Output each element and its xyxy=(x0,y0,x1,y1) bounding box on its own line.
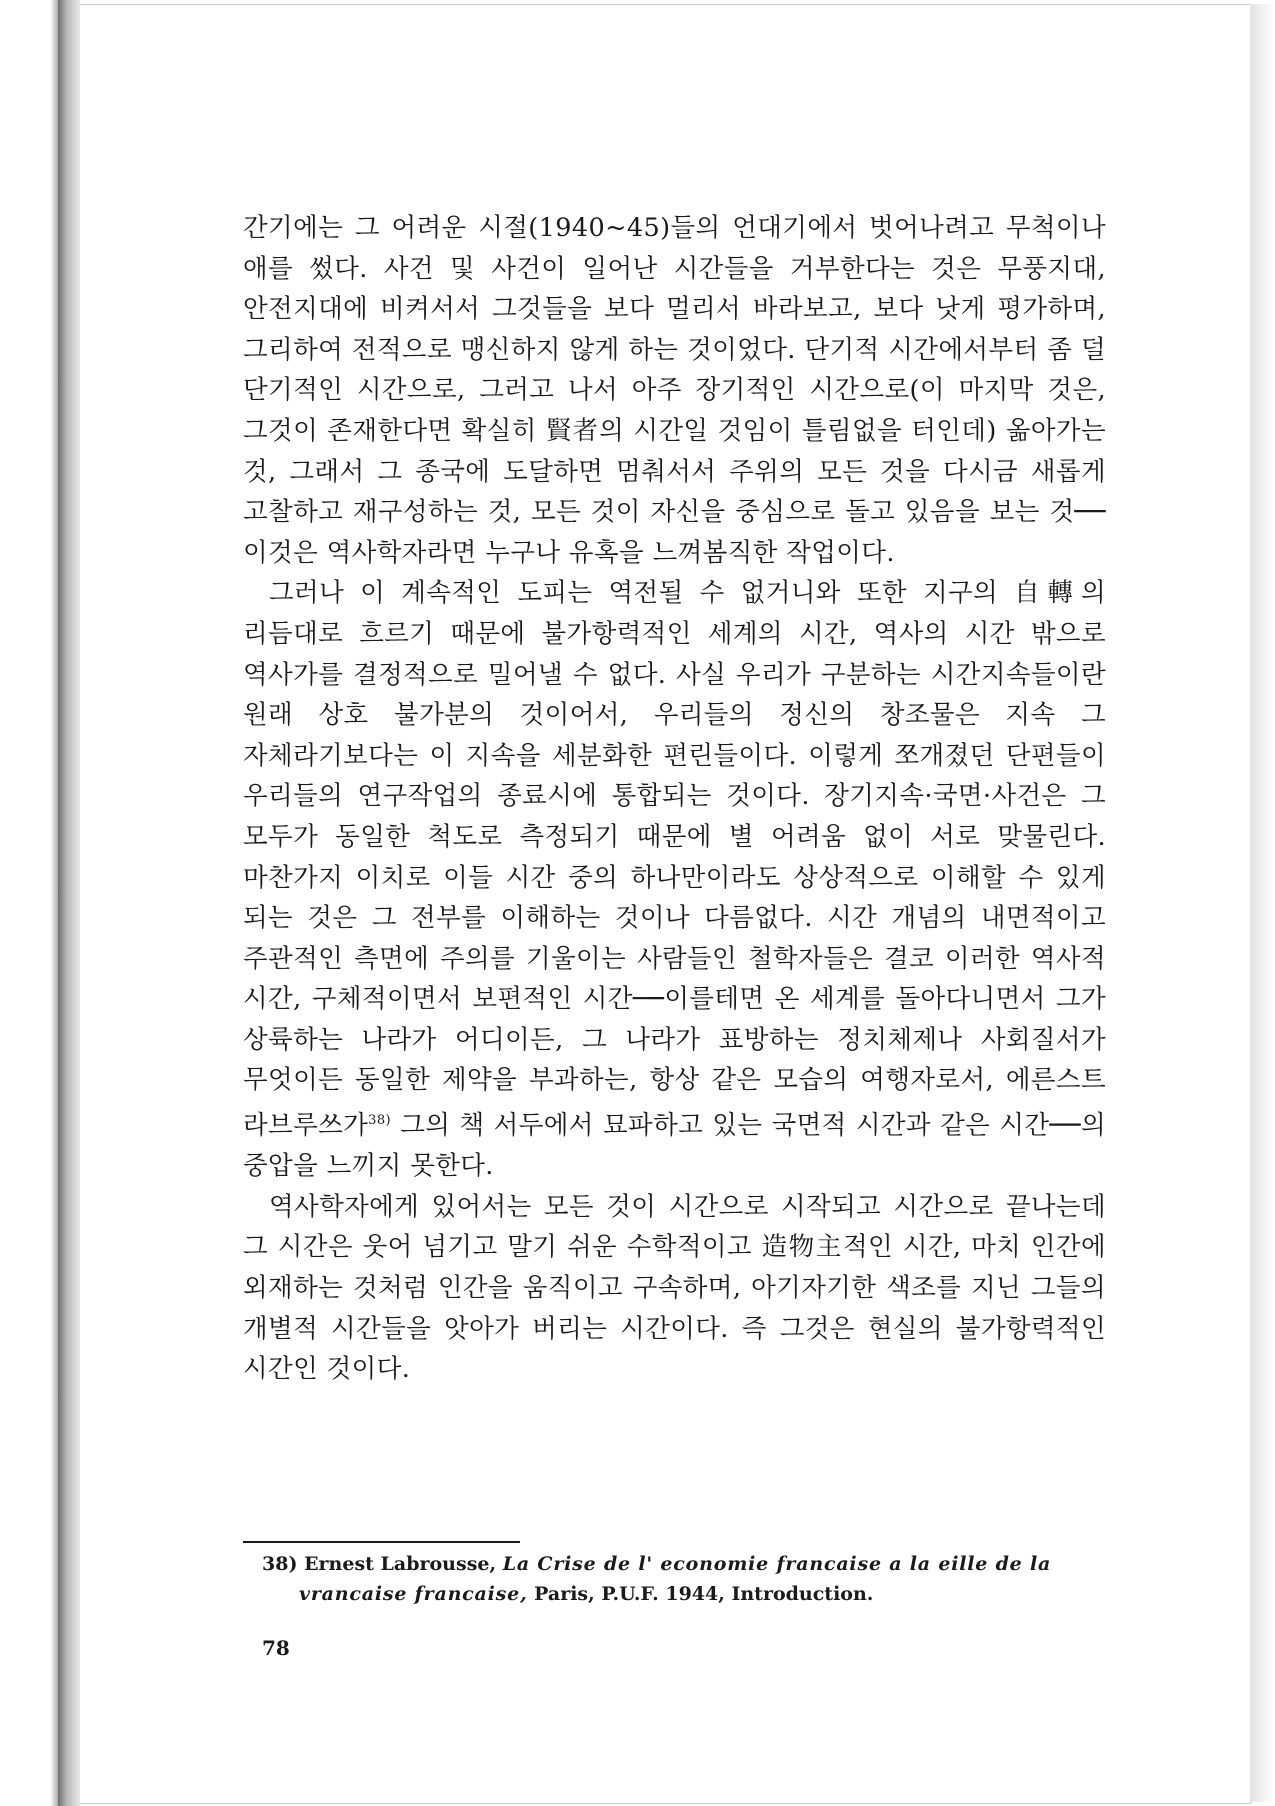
book-page-edge xyxy=(58,0,80,1806)
footnote-reference: 38) xyxy=(368,1113,391,1129)
paragraph-2-text: 그러나 이 계속적인 도피는 역전될 수 없거니와 또한 지구의 自轉의 리듬대로 흐르기 때문에 불가항력적인 세계의 시간, 역사의 시간 밖으로 역사가를 결정적으로 밀어낼 수 없다. 사실 우리가 구분하는 시간지속들이란 원래 상호 불가분의 것이어서, 우리들의 정신의 창조물은 지속 그 자체라기보다는 이 지속을 세분화한 편린들이다. 이렇게 쪼개졌던 단편들이 우리들의 연구작업의 종료시에 통합되는 것이다. 장기지속·국면·사건은 그 모두가 동일한 척도로 측정되기 때문에 별 어려움 없이 서로 맞물린다. 마찬가지 이치로 이들 시간 중의 하나만이라도 상상적으로 이해할 수 있게 되는 것은 그 전부를 이해하는 것이나 다름없다. 시간 개념의 내면적이고 주관적인 측면에 주의를 기울이는 사람들인 철학자들은 결코 이러한 역사적 시간, 구체적이면서 보편적인 시간──이를테면 온 세계를 돌아다니면서 그가 상륙하는 나라가 어디이든, 그 나라가 표방하는 정치체제나 사회질서가 무엇이든 동일한 제약을 부과하는, 항상 같은 모습의 여행자로서, 에른스트 라브루쓰가 xyxy=(243,578,1106,1141)
paragraph-2-continuation: 그의 책 서두에서 묘파하고 있는 국면적 시간과 같은 시간──의 중압을 느끼지 못한다. xyxy=(243,1110,1107,1182)
paragraph-1: 간기에는 그 어려운 시절(1940~45)들의 언대기에서 벗어나려고 무척이나 애를 썼다. 사건 및 사건이 일어난 시간들을 거부한다는 것은 무풍지대, 안전지대에 비켜서서 그것들을 보다 멀리서 바라보고, 보다 낫게 평가하며, 그리하여 전적으로 맹신하지 않게 하는 것이었다. 단기적 시간에서부터 좀 덜 단기적인 시간으로, 그러고 나서 아주 장기적인 시간으로(이 마지막 것은, 그것이 존재한다면 확실히 賢者의 시간일 것임이 틀림없을 터인데) 옮아가는 것, 그래서 그 종국에 도달하면 멈춰서서 주위의 모든 것을 다시금 새롭게 고찰하고 재구성하는 것, 모든 것이 자신을 중심으로 돌고 있음을 보는 것──이것은 역사학자라면 누구나 유혹을 느껴봄직한 작업이다. xyxy=(243,213,1106,568)
page-number: 78 xyxy=(262,1636,290,1660)
footnote-divider xyxy=(243,1541,520,1543)
footnote xyxy=(262,1549,1139,1609)
footnote-publication: Paris, P.U.F. 1944, Introduction. xyxy=(534,1583,874,1605)
body-text xyxy=(243,208,1106,1390)
footnote-title: La Crise de l' economie francaise a la eille de la vrancaise francaise, xyxy=(299,1553,1052,1605)
paragraph-3: 역사학자에게 있어서는 모든 것이 시간으로 시작되고 시간으로 끝나는데 그 시간은 웃어 넘기고 말기 쉬운 수학적이고 造物主적인 시간, 마치 인간에 외재하는 것처럼 인간을 움직이고 구속하며, 아기자기한 색조를 지닌 그들의 개별적 시간들을 앗아가 버리는 시간이다. 즉 그것은 현실의 불가항력적인 시간인 것이다. xyxy=(243,1191,1106,1385)
footnote-author: Ernest Labrousse, xyxy=(304,1553,497,1575)
page-right-shadow xyxy=(1250,4,1275,1802)
paragraph-2 xyxy=(243,573,1106,1186)
footnote-marker: 38) xyxy=(262,1553,298,1575)
